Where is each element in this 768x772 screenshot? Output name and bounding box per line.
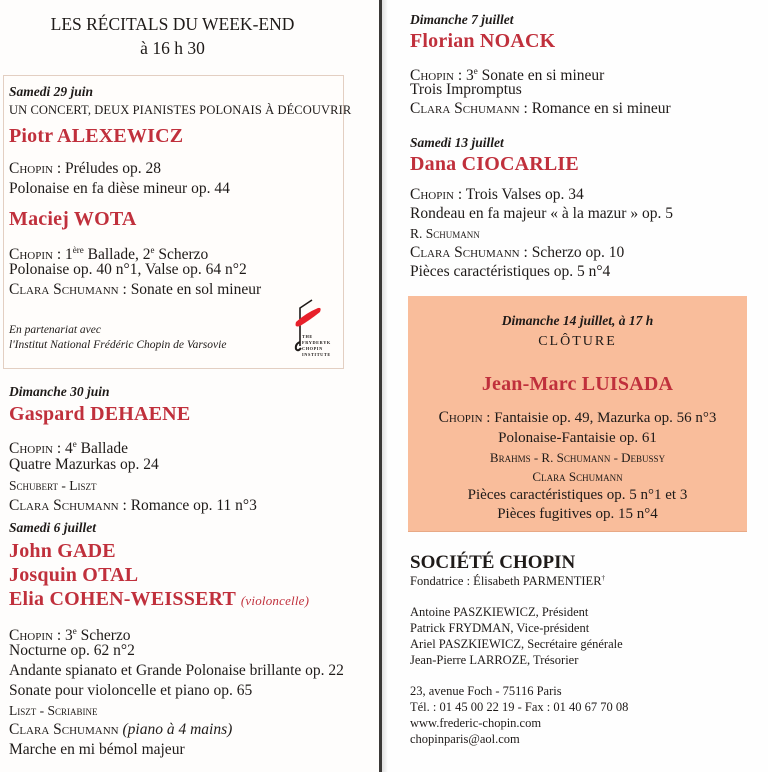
artist-name: Piotr ALEXEWICZ <box>9 125 184 147</box>
society-title: SOCIÉTÉ CHOPIN <box>410 552 576 573</box>
separator: : <box>118 497 131 514</box>
artist-name: Jean-Marc LUISADA <box>481 373 674 395</box>
program-line <box>9 280 261 300</box>
work: Romance op. 11 n°3 <box>130 497 257 514</box>
program-line <box>9 496 257 516</box>
concert-date: Dimanche 30 juin <box>9 384 110 399</box>
artist-name: Gaspard DEHAENE <box>9 403 191 425</box>
composer: Clara Schumann <box>410 100 520 117</box>
work: Scherzo <box>154 246 209 263</box>
concert-date: Dimanche 14 juillet, à 17 h <box>501 313 654 328</box>
separator: : <box>482 410 495 426</box>
composer: Chopin <box>9 246 53 263</box>
society-website-link[interactable]: www.frederic-chopin.com <box>410 716 542 730</box>
work: Sonate en sol mineur <box>130 281 262 298</box>
society-phone: Tél. : 01 45 00 22 19 - Fax : 01 40 67 70 08 <box>410 700 629 714</box>
program-line <box>410 99 671 119</box>
composer: Brahms - R. Schumann - Debussy <box>489 450 666 465</box>
program-line <box>408 408 747 428</box>
artist-name: John GADE <box>9 540 116 562</box>
page-subtitle-time: à 16 h 30 <box>140 38 205 58</box>
separator: : <box>519 100 532 117</box>
superscript: e <box>150 245 155 255</box>
dagger-mark: † <box>601 574 606 582</box>
concert-date: Samedi 13 juillet <box>410 135 504 150</box>
artist-name-text: Elia COHEN-WEISSERT <box>9 588 236 610</box>
composer: Chopin <box>410 67 454 84</box>
composer: Chopin <box>9 160 53 177</box>
separator: : <box>453 67 467 84</box>
work: Sonate en si mineur <box>477 67 605 84</box>
separator: : <box>52 440 66 457</box>
partner-line: l'Institut National Frédéric Chopin de Varsovie <box>9 339 227 351</box>
program-line <box>410 243 624 263</box>
separator: : <box>52 627 66 644</box>
superscript: e <box>473 66 478 76</box>
program-line: Quatre Mazurkas op. 24 <box>9 456 159 473</box>
work: Ballade <box>76 440 128 457</box>
society-founder <box>410 574 605 589</box>
composer: Chopin <box>438 409 483 426</box>
society-email-link[interactable]: chopinparis@aol.com <box>410 732 520 746</box>
work: 3 <box>466 67 474 84</box>
concert-date: Dimanche 7 juillet <box>410 12 514 27</box>
program-line: Nocturne op. 62 n°2 <box>9 642 135 659</box>
artist-name: Florian NOACK <box>410 30 556 52</box>
work: Trois Valses op. 34 <box>465 186 584 203</box>
artist-name: Josquin OTAL <box>9 564 139 586</box>
program-line: Andante spianato et Grande Polonaise brillante op. 22 <box>9 662 344 679</box>
program-line: Polonaise-Fantaisie op. 61 <box>498 430 657 446</box>
concert-date: Samedi 6 juillet <box>9 520 97 535</box>
composer: Liszt - Scriabine <box>9 703 98 718</box>
superscript: e <box>72 439 77 449</box>
performance-note: (piano à 4 mains) <box>122 721 233 738</box>
separator: : <box>52 160 66 177</box>
composer: Clara Schumann <box>9 497 119 514</box>
separator: : <box>519 244 532 261</box>
composer: Chopin <box>9 440 53 457</box>
society-member: Patrick FRYDMAN, Vice-président <box>410 621 590 635</box>
program-line: Trois Impromptus <box>410 81 522 98</box>
composer: Clara Schumann <box>9 721 119 738</box>
program-line <box>9 720 232 740</box>
composer: Chopin <box>9 627 53 644</box>
closing-label: CLÔTURE <box>538 334 617 349</box>
society-member: Ariel PASZKIEWICZ, Secrétaire générale <box>410 637 623 651</box>
concert-subtitle: UN CONCERT, DEUX PIANISTES POLONAIS À DÉCOUVRIR <box>9 103 352 117</box>
society-address: 23, avenue Foch - 75116 Paris <box>410 684 562 698</box>
page-fold-shadow <box>382 0 388 772</box>
work: Scherzo <box>76 627 131 644</box>
work: 1 <box>65 246 73 263</box>
society-member: Jean-Pierre LARROZE, Trésorier <box>410 653 579 667</box>
composer: Clara Schumann <box>410 244 520 261</box>
artist-name: Maciej WOTA <box>9 208 137 230</box>
program-line <box>410 185 584 205</box>
work: 4 <box>65 440 73 457</box>
composer: Chopin <box>410 186 454 203</box>
partner-line: En partenariat avec <box>9 324 101 336</box>
program-line: Pièces fugitives op. 15 n°4 <box>497 506 658 522</box>
society-member: Antoine PASZKIEWICZ, Président <box>410 605 589 619</box>
page-title: LES RÉCITALS DU WEEK-END <box>50 14 295 34</box>
work: Ballade, 2 <box>83 246 151 263</box>
separator: : <box>453 186 466 203</box>
work: Romance en si mineur <box>531 100 671 117</box>
logo-text: THE FRYDERYK CHOPIN INSTITUTE <box>302 334 331 357</box>
program-line: Polonaise en fa dièse mineur op. 44 <box>9 180 230 197</box>
instrument: (violoncelle) <box>240 593 310 608</box>
work: 3 <box>65 627 73 644</box>
program-line: Sonate pour violoncelle et piano op. 65 <box>9 682 253 699</box>
concert-date: Samedi 29 juin <box>9 84 94 99</box>
separator: : <box>52 246 66 263</box>
program-line <box>9 159 161 179</box>
work: Fantaisie op. 49, Mazurka op. 56 n°3 <box>494 410 717 426</box>
composer: Schubert - Liszt <box>9 478 97 493</box>
superscript: ère <box>72 245 84 255</box>
program-line: Rondeau en fa majeur « à la mazur » op. 5 <box>410 205 673 222</box>
artist-name: Dana CIOCARLIE <box>410 153 579 175</box>
artist-name <box>9 588 309 611</box>
composer: R. Schumann <box>410 226 480 241</box>
program-line: Polonaise op. 40 n°1, Valse op. 64 n°2 <box>9 261 247 278</box>
composer: Clara Schumann <box>9 281 119 298</box>
program-line: Marche en mi bémol majeur <box>9 741 185 758</box>
work: Scherzo op. 10 <box>531 244 625 261</box>
program-line: Pièces caractéristiques op. 5 n°4 <box>410 263 611 280</box>
founder-text: Fondatrice : Élisabeth PARMENTIER <box>410 574 602 588</box>
work: Préludes op. 28 <box>65 160 162 177</box>
composer: Clara Schumann <box>532 469 623 484</box>
separator: : <box>118 281 131 298</box>
superscript: e <box>72 626 77 636</box>
program-line: Pièces caractéristiques op. 5 n°1 et 3 <box>467 487 688 503</box>
